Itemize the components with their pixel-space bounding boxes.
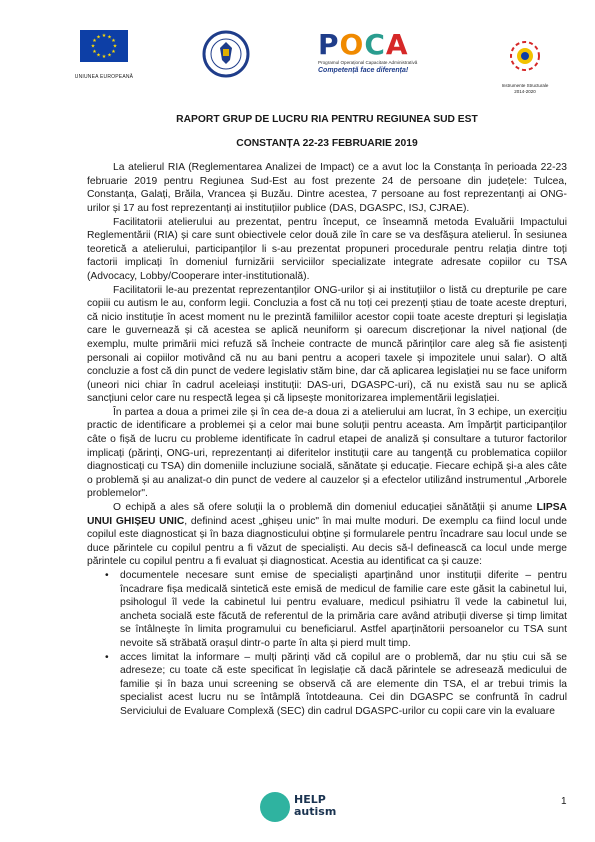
paragraph-5-rest: , definind acest „ghișeu unic" în mai multe moduri. De exemplu ca fiind locul unde copilul este diagnosticat și în baza diagnosticului obține și formularele pentru încadrare sau locul unde se duce părintele cu copilul pentru a fi văzut de specialiști. Au decis să-l definească ca locul unde merge părintele cu copilul pentru a fi evaluat și diagnosticat. Acestia au identificat ca și cauze: [87, 515, 567, 568]
poca-logo [318, 30, 428, 90]
paragraph-5 [87, 501, 567, 569]
poca-letter-o: O [339, 28, 365, 61]
eu-flag-icon [80, 30, 128, 62]
poca-program-name: Programul Operațional Capacitate Administrativă [318, 60, 418, 65]
poca-tagline: Competență face diferența! [318, 67, 409, 74]
svg-text:★: ★ [92, 38, 97, 44]
svg-text:★: ★ [90, 43, 96, 50]
paragraph-5-highlight: LIPSA UNUI GHIȘEU UNIC [87, 502, 567, 527]
svg-text:★: ★ [96, 34, 101, 41]
structural-instruments-years: 2014-2020 [514, 89, 536, 94]
structural-instruments-icon [495, 30, 555, 76]
header-logos [60, 30, 560, 110]
list-item-text: acces limitat la informare – mulți părinți văd că copilul are o problemă, dar nu știu cui să se adreseze; cu toate că este specificat în legislație că dacă părintele se adresează medicului de familie și în baza unui screening se observă că are elemente din TSA, el ar trebui trimis la specialist acest lucru nu se întâmplă întotdeauna. Cei din DGASPC se confruntă în cadrul Serviciului de Evaluare Complexă (SEC) din cadrul DGASPC-urilor cu copii care vin la evaluare [120, 651, 567, 717]
svg-text:★: ★ [107, 52, 112, 59]
structural-instruments-name: Instrumente Structurale [501, 83, 549, 88]
help-autism-icon [260, 792, 290, 822]
document-title: RAPORT GRUP DE LUCRU RIA PENTRU REGIUNEA SUD EST [176, 114, 478, 125]
svg-text:★: ★ [112, 43, 118, 50]
svg-text:★: ★ [111, 49, 116, 55]
svg-text:★: ★ [101, 54, 107, 60]
document-body [87, 113, 567, 719]
list-item [87, 569, 567, 651]
bullet-icon: • [105, 570, 109, 581]
structural-instruments-logo [495, 30, 555, 100]
poca-wordmark [318, 30, 428, 60]
svg-text:★: ★ [111, 38, 116, 44]
help-autism-line-2: autism [294, 805, 337, 818]
paragraph-4: În partea a doua a primei zile și în cea de-a doua zi a atelierului am lucrat, în 3 echipe, un exercițiu practic de identificare a problemei și a celor mai bune soluții pentru aceasta. Am împărțit participanților câte o fișă de lucru cu probleme identificate în cadrul etapei de analiză și consultare a tuturor factorilor implicați (părinți, ONG-uri, reprezentanți ai diferitelor instituții care au tangență cu problematica copiilor diagnosticați cu TSA) din domeniile incluziune socială, sănătate și educație. Fiecare echipă și-a ales câte o problemă și au analizat-o din punct de vedere al cauzelor și a efectelor utilizând instrumentul „Arborele problemelor". [87, 406, 567, 500]
eu-caption: UNIUNEA EUROPEANĂ [74, 74, 134, 80]
paragraph-3: Facilitatorii le-au prezentat reprezentanților ONG-urilor și ai instituțiilor o listă cu drepturile pe care copiii cu autism le au, conform legii. Concluzia a fost că nu toți cei prezenți știau de toate aceste drepturi, că nicio instituție în acest moment nu le prezintă familiilor acestor copii toate aceste drepturi și legislația care le guvernează și că acestea se aplică neuniform și oarecum discreționar la nivel național (de exemplu, multe primării mici refuză să încheie contracte de muncă părinților care aleg să fie asistenți personali ai copiilor motivând că nu au bani pentru a acoperi taxele și impozitele unui salar). O altă concluzie a fost că din punct de vedere legislativ stăm bine, dar că aplicarea legislației nu se face uniform (uneori nici chiar în cadrul aceleiași instituții: DAS-uri, DGASPC-uri), că nu există sau nu se aplică sancțiuni celor care nu respectă legea și că lipsește monitorizarea implementării legislației. [87, 284, 567, 405]
paragraph-1: La atelierul RIA (Reglementarea Analizei de Impact) ce a avut loc la Constanța în perioada 22-23 februarie 2019 pentru Regiunea Sud-Est au fost prezente 24 de persoane din județele: Tulcea, Constanța, Galați, Brăila, Vrancea și Buzău. Dintre acestea, 7 persoane au fost reprezentanți ai ONG-urilor și 17 au fost reprezentanți ai instituțiilor publice (DAS, DGASPC, ISJ, CJRAE). [87, 162, 567, 214]
bullet-icon: • [105, 651, 109, 663]
list-item [87, 651, 567, 719]
help-autism-line-1: HELP [294, 793, 326, 806]
svg-text:★: ★ [96, 52, 101, 59]
svg-text:★: ★ [92, 49, 97, 55]
poca-letter-a: A [385, 28, 409, 61]
list-item-text: documentele necesare sunt emise de specialiști aparținând unor instituții diferite – pentru încadrare fișa medicală sintetică este emisă de medicul de familie care este găsit la cabinetul lui, psihologul îl vede la cabinetul lui pentru evaluare, medicul psihiatru îl vede la cabinetul lui, ancheta socială este făcută de referentul de la primăria care având atribuții diverse și timp limitat se întâlnește în limita programului cu beneficiarul. Astfel aparținătorii persoanelor cu TSA sunt nevoite să străbată orașul dintr-o parte în alta și pierd mult timp. [120, 570, 567, 649]
help-autism-wordmark [294, 794, 336, 818]
poca-letter-c: C [364, 28, 386, 61]
government-seal-icon [202, 30, 250, 78]
help-autism-logo [260, 790, 340, 830]
paragraph-5-intro: O echipă a ales să ofere soluții la o problemă din domeniul educației sănătății și anume [113, 502, 537, 514]
romanian-government-logo [202, 30, 250, 78]
structural-instruments-caption [495, 83, 555, 95]
poca-letter-p: P [318, 28, 340, 61]
document-subtitle: CONSTANȚA 22-23 FEBRUARIE 2019 [236, 137, 418, 149]
eu-logo [74, 30, 134, 80]
paragraph-2: Facilitatorii atelierului au prezentat, pentru început, ce înseamnă metoda Evaluării Impactului Reglementării (RIA) și care sunt obiectivele celor două zile în care se va desfășura atelierul. În sesiunea teoretică a atelierului, participanților li s-au prezentat propuneri procedurale pentru relația dintre toți factorii implicați în domeniul furnizării serviciilor specializate integrate adresate copiilor cu TSA (Advocacy, Lobby/Cooperare inter-institutională). [87, 216, 567, 282]
svg-text:★: ★ [107, 34, 112, 41]
causes-list [87, 569, 567, 719]
svg-text:★: ★ [101, 33, 107, 39]
page-number: 1 [561, 796, 567, 807]
